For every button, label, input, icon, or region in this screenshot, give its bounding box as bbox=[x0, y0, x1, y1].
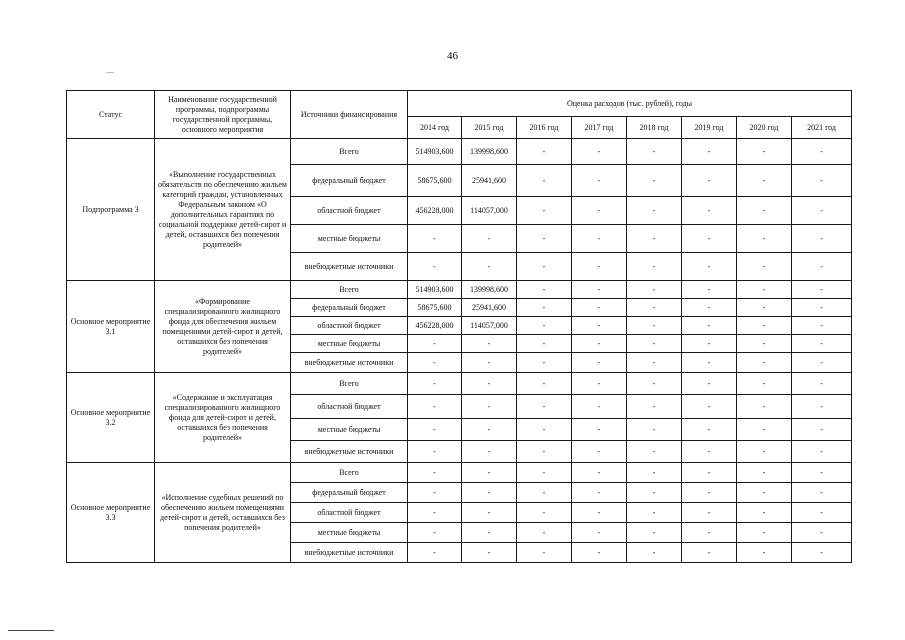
status-cell: Основное мероприятие 3.3 bbox=[67, 463, 155, 563]
amount-cell: - bbox=[517, 353, 572, 373]
amount-cell: - bbox=[572, 165, 627, 197]
amount-cell: - bbox=[627, 353, 682, 373]
amount-cell: - bbox=[517, 225, 572, 253]
amount-cell: - bbox=[462, 225, 517, 253]
amount-cell: 139998,600 bbox=[462, 281, 517, 299]
amount-cell: - bbox=[792, 197, 852, 225]
amount-cell: - bbox=[572, 353, 627, 373]
amount-cell: - bbox=[517, 395, 572, 419]
funding-source-cell: внебюджетные источники bbox=[291, 441, 408, 463]
amount-cell: - bbox=[737, 281, 792, 299]
amount-cell: - bbox=[792, 281, 852, 299]
amount-cell: - bbox=[737, 373, 792, 395]
header-year: 2015 год bbox=[462, 117, 517, 139]
amount-cell: - bbox=[792, 543, 852, 563]
amount-cell: - bbox=[517, 373, 572, 395]
amount-cell: - bbox=[517, 197, 572, 225]
amount-cell: 25941,600 bbox=[462, 165, 517, 197]
amount-cell: - bbox=[682, 165, 737, 197]
amount-cell: - bbox=[572, 281, 627, 299]
amount-cell: - bbox=[737, 419, 792, 441]
amount-cell: - bbox=[517, 463, 572, 483]
funding-source-cell: местные бюджеты bbox=[291, 419, 408, 441]
amount-cell: - bbox=[572, 373, 627, 395]
amount-cell: - bbox=[737, 463, 792, 483]
amount-cell: - bbox=[737, 543, 792, 563]
amount-cell: 514903,600 bbox=[408, 139, 462, 165]
amount-cell: - bbox=[737, 139, 792, 165]
amount-cell: - bbox=[737, 353, 792, 373]
header-year: 2021 год bbox=[792, 117, 852, 139]
program-name-cell: «Выполнение государственных обязательств по обеспечению жильем категорий граждан, установленных Федеральным законом «О дополнительных гарантиях по социальной поддержке детей-сирот и детей, оставшихся без попечения родителей» bbox=[155, 139, 291, 281]
header-year: 2019 год bbox=[682, 117, 737, 139]
amount-cell: - bbox=[462, 503, 517, 523]
header-year: 2017 год bbox=[572, 117, 627, 139]
amount-cell: - bbox=[682, 139, 737, 165]
funding-source-cell: местные бюджеты bbox=[291, 523, 408, 543]
budget-table bbox=[66, 90, 852, 563]
table-row bbox=[67, 463, 852, 483]
amount-cell: 139998,600 bbox=[462, 139, 517, 165]
amount-cell: - bbox=[517, 441, 572, 463]
amount-cell: - bbox=[462, 253, 517, 281]
amount-cell: 114057,000 bbox=[462, 197, 517, 225]
amount-cell: - bbox=[627, 395, 682, 419]
amount-cell: - bbox=[737, 197, 792, 225]
amount-cell: - bbox=[737, 225, 792, 253]
amount-cell: - bbox=[792, 463, 852, 483]
amount-cell: - bbox=[682, 335, 737, 353]
amount-cell: - bbox=[462, 463, 517, 483]
amount-cell: - bbox=[408, 483, 462, 503]
amount-cell: - bbox=[572, 503, 627, 523]
amount-cell: - bbox=[408, 395, 462, 419]
table-row bbox=[67, 281, 852, 299]
amount-cell: - bbox=[517, 139, 572, 165]
amount-cell: - bbox=[517, 419, 572, 441]
amount-cell: - bbox=[627, 503, 682, 523]
amount-cell: - bbox=[682, 197, 737, 225]
funding-source-cell: местные бюджеты bbox=[291, 335, 408, 353]
amount-cell: - bbox=[682, 225, 737, 253]
amount-cell: 114057,000 bbox=[462, 317, 517, 335]
amount-cell: - bbox=[792, 225, 852, 253]
amount-cell: - bbox=[408, 503, 462, 523]
page-number: 46 bbox=[447, 50, 458, 62]
amount-cell: - bbox=[627, 225, 682, 253]
header-year: 2016 год bbox=[517, 117, 572, 139]
amount-cell: - bbox=[682, 523, 737, 543]
amount-cell: - bbox=[572, 483, 627, 503]
amount-cell: - bbox=[682, 353, 737, 373]
amount-cell: - bbox=[737, 441, 792, 463]
amount-cell: - bbox=[792, 139, 852, 165]
amount-cell: - bbox=[792, 419, 852, 441]
amount-cell: - bbox=[682, 463, 737, 483]
funding-source-cell: внебюджетные источники bbox=[291, 253, 408, 281]
amount-cell: - bbox=[627, 373, 682, 395]
amount-cell: - bbox=[462, 335, 517, 353]
amount-cell: - bbox=[682, 441, 737, 463]
funding-source-cell: федеральный бюджет bbox=[291, 165, 408, 197]
amount-cell: - bbox=[737, 299, 792, 317]
amount-cell: - bbox=[572, 543, 627, 563]
header-year: 2014 год bbox=[408, 117, 462, 139]
program-name-cell: «Содержание и эксплуатация специализированного жилищного фонда для детей-сирот и детей, оставшихся без попечения родителей» bbox=[155, 373, 291, 463]
funding-source-cell: областной бюджет bbox=[291, 395, 408, 419]
amount-cell: - bbox=[627, 463, 682, 483]
status-cell: Подпрограмма 3 bbox=[67, 139, 155, 281]
amount-cell: - bbox=[792, 503, 852, 523]
amount-cell: - bbox=[517, 523, 572, 543]
amount-cell: - bbox=[627, 299, 682, 317]
amount-cell: - bbox=[408, 253, 462, 281]
amount-cell: - bbox=[408, 373, 462, 395]
amount-cell: - bbox=[572, 299, 627, 317]
amount-cell: - bbox=[627, 281, 682, 299]
table-row bbox=[67, 373, 852, 395]
amount-cell: - bbox=[682, 299, 737, 317]
amount-cell: - bbox=[682, 503, 737, 523]
footer-rule bbox=[8, 630, 54, 631]
amount-cell: - bbox=[517, 317, 572, 335]
amount-cell: - bbox=[737, 253, 792, 281]
funding-source-cell: федеральный бюджет bbox=[291, 483, 408, 503]
amount-cell: - bbox=[627, 253, 682, 281]
funding-source-cell: Всего bbox=[291, 139, 408, 165]
funding-source-cell: Всего bbox=[291, 373, 408, 395]
amount-cell: - bbox=[408, 225, 462, 253]
amount-cell: - bbox=[517, 299, 572, 317]
amount-cell: - bbox=[408, 419, 462, 441]
amount-cell: - bbox=[792, 165, 852, 197]
amount-cell: - bbox=[572, 463, 627, 483]
amount-cell: - bbox=[572, 225, 627, 253]
amount-cell: - bbox=[572, 335, 627, 353]
amount-cell: - bbox=[462, 395, 517, 419]
amount-cell: - bbox=[682, 373, 737, 395]
funding-source-cell: местные бюджеты bbox=[291, 225, 408, 253]
amount-cell: - bbox=[408, 441, 462, 463]
amount-cell: - bbox=[462, 441, 517, 463]
amount-cell: - bbox=[792, 523, 852, 543]
amount-cell: - bbox=[792, 395, 852, 419]
funding-source-cell: областной бюджет bbox=[291, 317, 408, 335]
amount-cell: - bbox=[517, 483, 572, 503]
amount-cell: - bbox=[682, 253, 737, 281]
amount-cell: - bbox=[408, 463, 462, 483]
header-estimate: Оценка расходов (тыс. рублей), годы bbox=[408, 91, 852, 117]
header-year: 2018 год bbox=[627, 117, 682, 139]
amount-cell: 58675,600 bbox=[408, 165, 462, 197]
amount-cell: - bbox=[737, 165, 792, 197]
funding-source-cell: Всего bbox=[291, 463, 408, 483]
status-cell: Основное мероприятие 3.2 bbox=[67, 373, 155, 463]
amount-cell: - bbox=[627, 165, 682, 197]
funding-source-cell: Всего bbox=[291, 281, 408, 299]
amount-cell: - bbox=[682, 483, 737, 503]
scan-mark bbox=[106, 72, 114, 73]
amount-cell: - bbox=[572, 419, 627, 441]
amount-cell: - bbox=[627, 543, 682, 563]
amount-cell: - bbox=[408, 543, 462, 563]
amount-cell: - bbox=[627, 441, 682, 463]
amount-cell: - bbox=[572, 139, 627, 165]
header-year: 2020 год bbox=[737, 117, 792, 139]
amount-cell: - bbox=[792, 299, 852, 317]
amount-cell: - bbox=[737, 317, 792, 335]
table-row bbox=[67, 139, 852, 165]
funding-source-cell: областной бюджет bbox=[291, 503, 408, 523]
amount-cell: - bbox=[517, 543, 572, 563]
amount-cell: - bbox=[737, 523, 792, 543]
amount-cell: - bbox=[682, 419, 737, 441]
amount-cell: - bbox=[627, 483, 682, 503]
amount-cell: 456228,000 bbox=[408, 317, 462, 335]
amount-cell: - bbox=[627, 139, 682, 165]
funding-source-cell: федеральный бюджет bbox=[291, 299, 408, 317]
amount-cell: - bbox=[792, 317, 852, 335]
amount-cell: - bbox=[627, 317, 682, 335]
amount-cell: - bbox=[682, 317, 737, 335]
program-name-cell: «Исполнение судебных решений по обеспечению жильем помещениями детей-сирот и детей, оставшихся без попечения родителей» bbox=[155, 463, 291, 563]
amount-cell: 25941,600 bbox=[462, 299, 517, 317]
amount-cell: - bbox=[737, 335, 792, 353]
amount-cell: - bbox=[462, 523, 517, 543]
amount-cell: - bbox=[408, 523, 462, 543]
amount-cell: - bbox=[627, 335, 682, 353]
amount-cell: - bbox=[627, 197, 682, 225]
amount-cell: - bbox=[682, 543, 737, 563]
amount-cell: 514903,600 bbox=[408, 281, 462, 299]
funding-source-cell: областной бюджет bbox=[291, 197, 408, 225]
amount-cell: - bbox=[737, 503, 792, 523]
status-cell: Основное мероприятие 3.1 bbox=[67, 281, 155, 373]
amount-cell: - bbox=[517, 503, 572, 523]
header-status: Статус bbox=[67, 91, 155, 139]
amount-cell: 456228,000 bbox=[408, 197, 462, 225]
amount-cell: - bbox=[572, 317, 627, 335]
amount-cell: - bbox=[792, 335, 852, 353]
amount-cell: - bbox=[462, 483, 517, 503]
amount-cell: - bbox=[627, 523, 682, 543]
amount-cell: - bbox=[682, 395, 737, 419]
amount-cell: - bbox=[792, 483, 852, 503]
amount-cell: - bbox=[462, 353, 517, 373]
amount-cell: - bbox=[517, 165, 572, 197]
amount-cell: - bbox=[517, 335, 572, 353]
amount-cell: - bbox=[517, 281, 572, 299]
table-header bbox=[67, 91, 852, 139]
amount-cell: - bbox=[572, 441, 627, 463]
amount-cell: - bbox=[792, 373, 852, 395]
program-name-cell: «Формирование специализированного жилищного фонда для обеспечения жильем помещениями детей-сирот и детей, оставшихся без попечения родителей» bbox=[155, 281, 291, 373]
amount-cell: - bbox=[462, 419, 517, 441]
amount-cell: - bbox=[572, 395, 627, 419]
amount-cell: - bbox=[572, 197, 627, 225]
amount-cell: - bbox=[737, 483, 792, 503]
amount-cell: - bbox=[572, 523, 627, 543]
table-body bbox=[67, 139, 852, 563]
amount-cell: - bbox=[408, 353, 462, 373]
amount-cell: - bbox=[517, 253, 572, 281]
amount-cell: - bbox=[572, 253, 627, 281]
amount-cell: - bbox=[792, 353, 852, 373]
amount-cell: - bbox=[682, 281, 737, 299]
amount-cell: - bbox=[737, 395, 792, 419]
header-name: Наименование государственной программы, подпрограммы государственной программы, основного мероприятия bbox=[155, 91, 291, 139]
amount-cell: - bbox=[408, 335, 462, 353]
amount-cell: - bbox=[462, 373, 517, 395]
amount-cell: - bbox=[792, 441, 852, 463]
header-row bbox=[67, 91, 852, 117]
funding-source-cell: внебюджетные источники bbox=[291, 543, 408, 563]
amount-cell: - bbox=[462, 543, 517, 563]
amount-cell: - bbox=[627, 419, 682, 441]
amount-cell: 58675,600 bbox=[408, 299, 462, 317]
funding-source-cell: внебюджетные источники bbox=[291, 353, 408, 373]
amount-cell: - bbox=[792, 253, 852, 281]
header-sources: Источники финансирования bbox=[291, 91, 408, 139]
